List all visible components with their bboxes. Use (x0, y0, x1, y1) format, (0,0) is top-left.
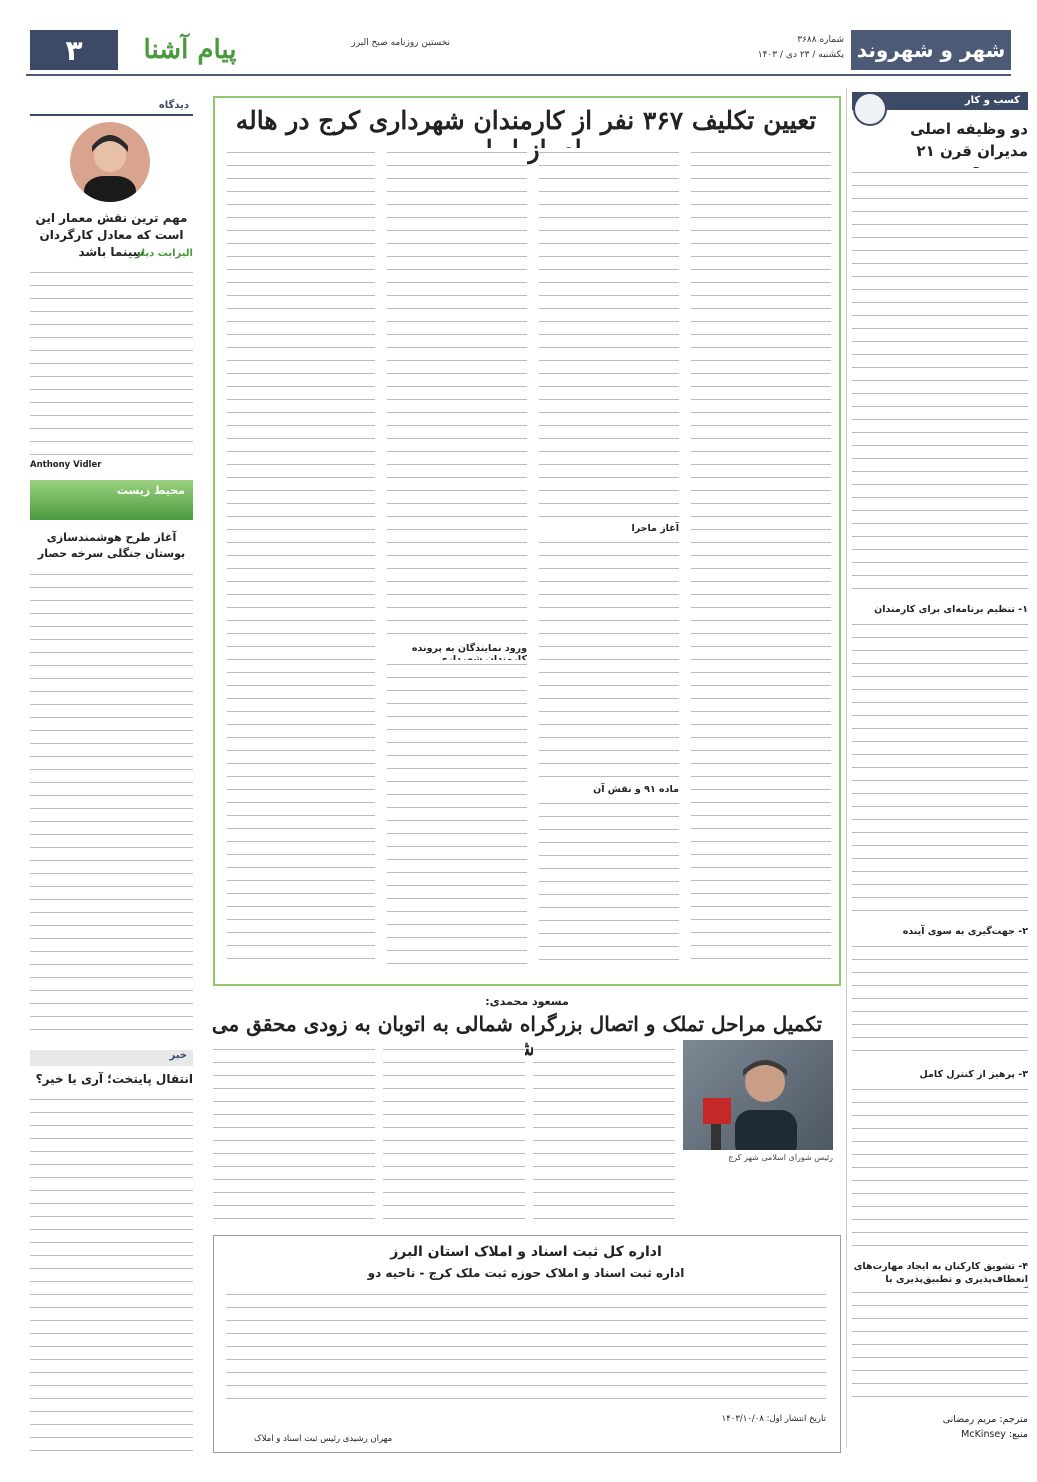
second-article-title: تکمیل مراحل تملک و اتصال بزرگراه شمالی به اتوبان به زودی محقق می (211, 1012, 823, 1036)
globe-icon (853, 92, 887, 126)
main-column-2a (539, 148, 679, 518)
opinion-body (30, 268, 193, 458)
business-tag: کسب و کار (852, 92, 1028, 110)
source: منبع: McKinsey (961, 1429, 1028, 1440)
registration-notice (213, 1235, 841, 1453)
environment-tag: محیط زیست (30, 480, 193, 520)
issue-info (727, 30, 847, 70)
right-column-title: دو وظیفه اصلی مدیران قرن ۲۱ (910, 120, 1028, 160)
opinion-tag: دیدگاه (30, 100, 193, 116)
official-photo (683, 1040, 833, 1150)
main-subhead-1: آغاز ماجرا (631, 523, 679, 534)
second-article-kicker: مسعود محمدی: (485, 995, 569, 1008)
notice-date: تاریخ انتشار اول: ۱۴۰۳/۱۰/۰۸ (721, 1414, 826, 1424)
second-column-3 (213, 1045, 375, 1225)
main-column-2c (539, 799, 679, 969)
second-column-2 (383, 1045, 525, 1225)
section-banner: شهر و شهروند (851, 30, 1011, 70)
second-column-1 (533, 1045, 675, 1225)
translator: مترجم: مریم رمضانی (942, 1414, 1028, 1425)
page-number: ۳ (30, 30, 118, 70)
right-body-text-3 (852, 942, 1028, 1062)
main-column-1 (691, 148, 831, 968)
right-subhead-3: ۳- پرهیز از کنترل کامل (919, 1069, 1028, 1080)
right-body-text-5 (852, 1288, 1028, 1408)
opinion-title: مهم ترین نقش معمار این است که معادل کارگردان سینما باشد (35, 211, 188, 259)
opinion-author: الیزابت دیلر (135, 248, 193, 259)
right-body-text-2 (852, 620, 1028, 920)
notice-heading: اداره کل ثبت اسناد و املاک استان البرز (390, 1244, 662, 1260)
right-subhead-1: ۱- تنظیم برنامه‌ای برای کارمندان (874, 604, 1028, 615)
notice-signature: مهران رشیدی رئیس ثبت اسناد و املاک (254, 1434, 393, 1444)
photo-caption: رئیس شورای اسلامی شهر کرج (728, 1153, 833, 1162)
tagline: نخستین روزنامه صبح البرز (351, 38, 450, 48)
main-column-2b (539, 538, 679, 778)
right-subhead-2: ۲- جهت‌گیری به‌ سوی آینده (902, 926, 1028, 937)
issue-date: یکشنبه / ۲۳ دی / ۱۴۰۳ (757, 50, 844, 60)
news-tag: خبر (30, 1050, 193, 1066)
main-column-4 (227, 148, 375, 968)
author-portrait (70, 122, 150, 202)
notice-subheading: اداره ثبت اسناد و املاک حوزه ثبت ملک کرج - ناحیه دو (367, 1266, 685, 1280)
environment-title: آغاز طرح هوشمندسازی بوستان جنگلی سرخه حصار (37, 531, 186, 560)
main-column-3a (387, 148, 527, 638)
left-column (30, 100, 193, 1460)
environment-body (30, 570, 193, 1040)
right-body-text-4 (852, 1085, 1028, 1255)
main-article-title: تعیین تکلیف ۳۶۷ نفر از کارمندان شهرداری کرج در هاله از (235, 106, 817, 164)
opinion-source: Anthony Vidler (30, 460, 102, 470)
main-subhead-2: ماده ۹۱ و نقش آن (593, 784, 679, 795)
main-article (213, 96, 841, 986)
notice-body (226, 1290, 826, 1410)
right-body-text-1 (852, 168, 1028, 598)
masthead-divider (26, 74, 1011, 76)
masthead (0, 0, 1037, 82)
right-subhead-4: ۴- تشویق کارکنان به ایجاد مهارت‌های انعطاف‌پذیری و تطبیق‌پذیری با (853, 1261, 1028, 1285)
right-column (846, 88, 1036, 1448)
issue-number: شماره ۳۶۸۸ (797, 35, 844, 45)
news-body (30, 1095, 193, 1455)
main-column-3b (387, 660, 527, 970)
newspaper-logo: پیام آشنا (143, 35, 237, 65)
main-subhead-3: ورود نمایندگان به پرونده (411, 643, 527, 654)
news-title: انتقال پایتخت؛ آری یا خیر؟ (35, 1072, 193, 1086)
